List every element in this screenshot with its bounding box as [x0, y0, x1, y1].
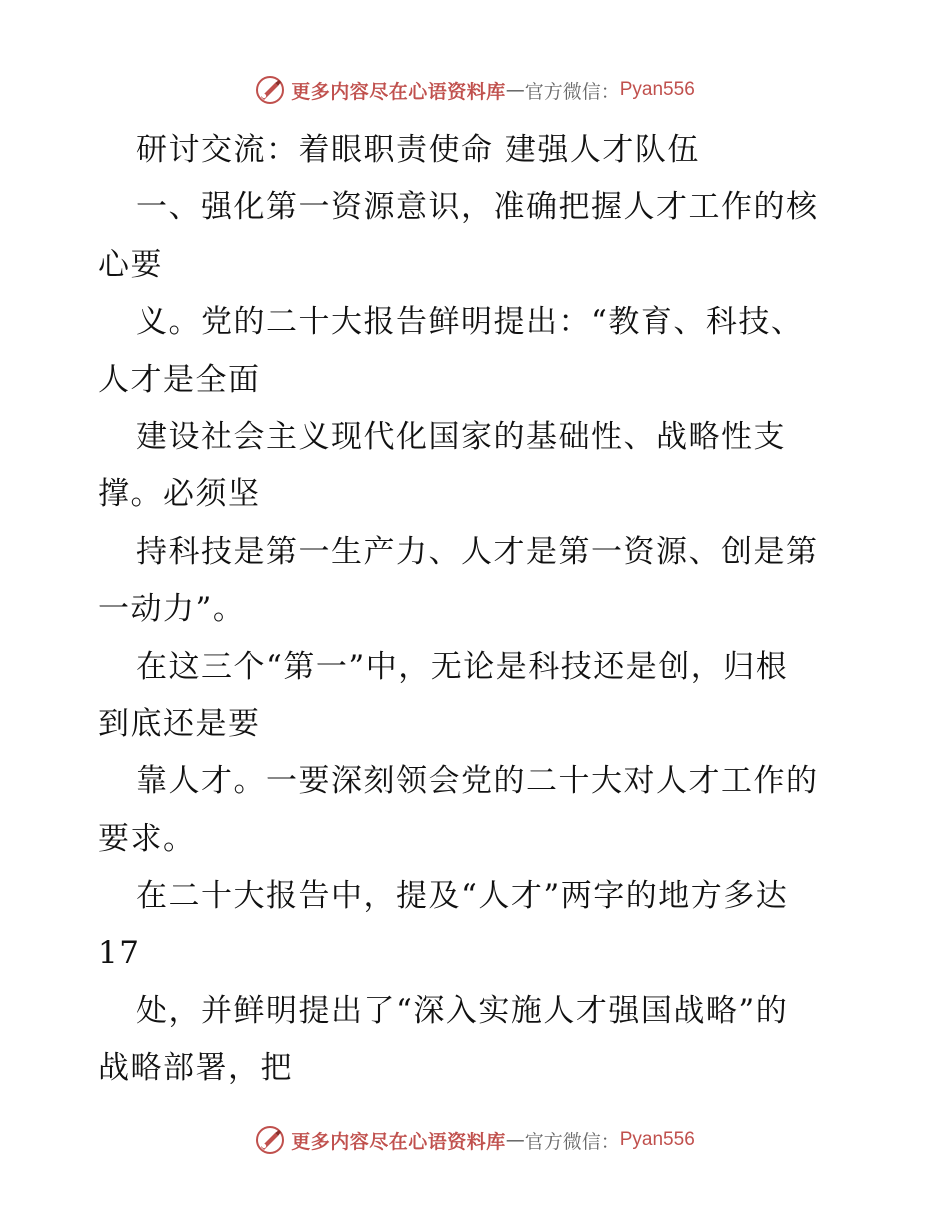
paragraph-line: 心要 [98, 246, 163, 283]
paragraph-line: 战略部署，把 [98, 1050, 293, 1087]
banner-slogan: 更多内容尽在心语资料库 [291, 1130, 506, 1153]
paragraph-line: 义。党的二十大报告鲜明提出：“教育、科技、 [136, 304, 804, 341]
banner-wechat-label: 官方微信： [524, 80, 620, 103]
paragraph-line: 要求。 [98, 820, 196, 857]
banner-wechat-label: 官方微信： [524, 1130, 620, 1153]
paragraph-line: 一动力”。 [98, 591, 246, 628]
pen-logo-icon [255, 1125, 285, 1155]
paragraph-line: 人才是全面 [98, 361, 261, 398]
document-title: 研讨交流：着眼职责使命 建强人才队伍 [136, 132, 700, 168]
paragraph-line: 靠人才。一要深刻领会党的二十大对人才工作的 [136, 763, 819, 800]
paragraph-line: 撑。必须坚 [98, 476, 261, 513]
banner-slogan: 更多内容尽在心语资料库 [291, 80, 506, 103]
header-watermark-banner [0, 70, 950, 110]
paragraph-line: 在二十大报告中，提及“人才”两字的地方多达 [136, 878, 789, 915]
paragraph-line: 在这三个“第一”中，无论是科技还是创，归根 [136, 648, 789, 685]
paragraph-line: 17 [98, 935, 141, 972]
pen-logo-icon [255, 75, 285, 105]
banner-dash: — [505, 79, 525, 101]
footer-watermark-banner [0, 1120, 950, 1160]
banner-dash: — [505, 1129, 525, 1151]
paragraph-line: 到底还是要 [98, 705, 261, 742]
paragraph-line: 持科技是第一生产力、人才是第一资源、创是第 [136, 533, 819, 570]
document-body [98, 122, 858, 1098]
banner-wechat-id: Pyan556 [619, 79, 695, 100]
paragraph-line: 处，并鲜明提出了“深入实施人才强国战略”的 [136, 992, 789, 1029]
banner-wechat-id: Pyan556 [619, 1129, 695, 1150]
paragraph-line: 建设社会主义现代化国家的基础性、战略性支 [136, 418, 786, 455]
paragraph-line: 一、强化第一资源意识，准确把握人才工作的核 [136, 189, 819, 226]
